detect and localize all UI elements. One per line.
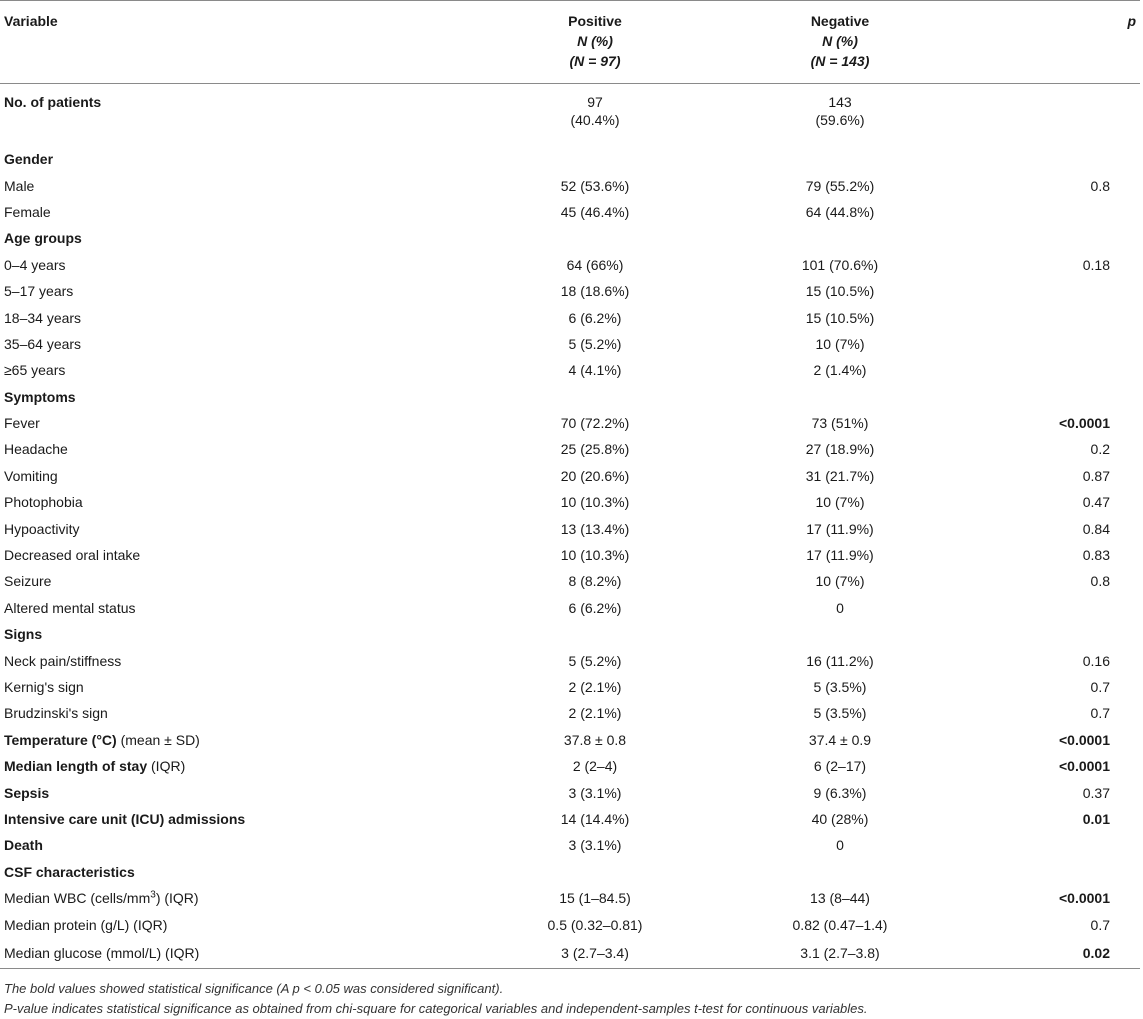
table-row: [0, 700, 1140, 726]
p-value: [960, 304, 1140, 330]
positive-value-line: 97: [587, 94, 603, 110]
negative-value-line: (59.6%): [815, 112, 865, 128]
row-label: [0, 410, 470, 436]
table-row: [0, 252, 1140, 278]
table-row: [0, 859, 1140, 885]
negative-value-line: 143: [828, 94, 852, 110]
row-label-suffix: ) (IQR): [155, 890, 199, 907]
p-value: 0.02: [960, 938, 1140, 969]
row-label: [0, 595, 470, 621]
positive-value: 2 (2.1%): [568, 679, 622, 695]
positive-value: 18 (18.6%): [560, 283, 630, 300]
row-label-text: Altered mental status: [4, 599, 136, 616]
negative-value: 16 (11.2%): [806, 652, 874, 669]
row-label-text: Neck pain/stiffness: [4, 652, 122, 669]
row-label: [0, 304, 470, 330]
negative-value: 10 (7%): [815, 573, 865, 590]
row-label: [0, 172, 470, 198]
p-value: 0.8: [1090, 573, 1110, 590]
positive-value: 14 (14.4%): [560, 810, 630, 827]
negative-value: 2 (1.4%): [813, 362, 867, 379]
p-value: [960, 331, 1140, 357]
negative-value: 31 (21.7%): [805, 467, 875, 484]
row-label: [0, 621, 470, 647]
p-value: [960, 84, 1140, 147]
table-row: [0, 938, 1140, 969]
negative-value: 79 (55.2%): [805, 177, 875, 194]
row-label-text: Gender: [4, 151, 54, 168]
positive-value: [470, 859, 720, 885]
table-row: [0, 84, 1140, 147]
table-row: [0, 727, 1140, 753]
row-label-text: ≥65 years: [4, 362, 66, 379]
row-label-text: Median protein (g/L) (IQR): [4, 916, 168, 933]
positive-value: 13 (13.4%): [560, 520, 630, 537]
table-row: [0, 674, 1140, 700]
negative-value: 73 (51%): [811, 415, 869, 432]
table-row: [0, 331, 1140, 357]
negative-value: 3.1 (2.7–3.8): [720, 938, 960, 969]
row-label: [0, 885, 470, 911]
positive-value: 3 (3.1%): [568, 784, 622, 801]
p-value: [960, 357, 1140, 383]
p-value: 0.16: [1082, 652, 1110, 669]
table-row: [0, 621, 1140, 647]
p-value: [960, 278, 1140, 304]
positive-value: 3 (2.7–3.4): [470, 938, 720, 969]
row-label: [0, 146, 470, 172]
positive-value: 5 (5.2%): [568, 652, 622, 669]
p-value: [960, 595, 1140, 621]
positive-value-line: (40.4%): [570, 112, 620, 128]
row-label: [0, 938, 470, 969]
header-positive: [470, 1, 720, 84]
p-value: [960, 859, 1140, 885]
row-label-text: Signs: [4, 626, 43, 643]
p-value: 0.18: [1082, 256, 1110, 273]
p-value: 0.2: [1090, 441, 1110, 458]
negative-value: 101 (70.6%): [801, 256, 879, 273]
row-label: [0, 252, 470, 278]
positive-value: 15 (1–84.5): [559, 890, 631, 907]
row-label-text: Median WBC (cells/mm: [4, 890, 151, 907]
row-label: [0, 331, 470, 357]
row-label: [0, 542, 470, 568]
positive-value: [470, 621, 720, 647]
table-row: [0, 410, 1140, 436]
row-label: [0, 384, 470, 410]
negative-value: 10 (7%): [815, 494, 865, 511]
row-label-superscript: 3: [150, 889, 156, 901]
positive-value: [470, 225, 720, 251]
row-label-text: Photophobia: [4, 494, 83, 511]
table-row: [0, 225, 1140, 251]
row-label: [0, 278, 470, 304]
row-label: [0, 727, 470, 753]
positive-value: 2 (2.1%): [568, 705, 622, 722]
positive-value: 6 (6.2%): [568, 309, 622, 326]
table-row: [0, 515, 1140, 541]
table-row: [0, 885, 1140, 911]
footnote-2: P-value indicates statistical significance as obtained from chi-square for categorical variables and independent-samples t-test for continuous variables.: [4, 1000, 868, 1016]
row-label-text: No. of patients: [4, 94, 102, 110]
positive-value: 52 (53.6%): [560, 177, 630, 194]
positive-value: 45 (46.4%): [560, 203, 630, 220]
header-negative-title: Negative: [810, 13, 870, 29]
negative-value: 17 (11.9%): [806, 520, 874, 537]
row-label-text: Median glucose (mmol/L) (IQR): [4, 944, 200, 961]
positive-value: [470, 146, 720, 172]
positive-value: 10 (10.3%): [560, 494, 630, 511]
negative-value: 17 (11.9%): [806, 547, 874, 564]
negative-value: 15 (10.5%): [805, 283, 875, 300]
negative-value: 0.82 (0.47–1.4): [792, 916, 888, 933]
row-label: [0, 463, 470, 489]
row-label-text: Hypoactivity: [4, 520, 80, 537]
p-value: 0.83: [1082, 547, 1110, 564]
positive-value: 4 (4.1%): [568, 362, 622, 379]
p-value: <0.0001: [1059, 890, 1110, 907]
header-positive-n: (N = 97): [569, 53, 621, 69]
row-label: [0, 489, 470, 515]
positive-value: 25 (25.8%): [560, 441, 630, 458]
p-value: <0.0001: [1059, 415, 1110, 432]
row-label-text: Brudzinski's sign: [4, 705, 108, 722]
footnote-1: The bold values showed statistical significance (A p < 0.05 was considered significant).: [4, 980, 504, 996]
negative-value: 40 (28%): [811, 810, 869, 827]
row-label-text: 0–4 years: [4, 256, 66, 273]
table-row: [0, 172, 1140, 198]
row-label: [0, 357, 470, 383]
p-value: [960, 832, 1140, 858]
positive-value: 37.8 ± 0.8: [563, 731, 627, 748]
header-negative-n: (N = 143): [810, 53, 870, 69]
row-label: [0, 911, 470, 937]
negative-value: 15 (10.5%): [805, 309, 875, 326]
row-label-text: Male: [4, 177, 35, 194]
negative-value: 0: [836, 837, 844, 854]
table-row: [0, 146, 1140, 172]
row-label-text: Intensive care unit (ICU) admissions: [4, 810, 246, 827]
negative-value: [720, 621, 960, 647]
row-label-text: Headache: [4, 441, 68, 458]
table-row: [0, 489, 1140, 515]
positive-value: 6 (6.2%): [568, 599, 622, 616]
table-row: [0, 304, 1140, 330]
negative-value: 5 (3.5%): [813, 679, 867, 695]
row-label: [0, 700, 470, 726]
negative-value: 64 (44.8%): [805, 203, 875, 220]
p-value: [960, 199, 1140, 225]
p-value: 0.87: [1082, 467, 1110, 484]
table-row: [0, 832, 1140, 858]
table-row: [0, 568, 1140, 594]
p-value: 0.84: [1082, 520, 1110, 537]
row-label-text: Death: [4, 837, 43, 854]
positive-value: 5 (5.2%): [568, 335, 622, 352]
row-label-text: CSF characteristics: [4, 863, 135, 880]
positive-value: 64 (66%): [566, 256, 624, 273]
p-value: [960, 621, 1140, 647]
negative-value: [720, 84, 960, 147]
row-label: [0, 568, 470, 594]
negative-value: 6 (2–17): [813, 758, 867, 775]
row-label-text: 18–34 years: [4, 309, 82, 326]
positive-value: [470, 384, 720, 410]
table-row: [0, 595, 1140, 621]
table-row: [0, 806, 1140, 832]
row-label: [0, 806, 470, 832]
row-label: [0, 859, 470, 885]
table-row: [0, 357, 1140, 383]
row-label-text: 5–17 years: [4, 283, 74, 300]
negative-value: 10 (7%): [815, 335, 865, 352]
positive-value: 8 (8.2%): [568, 573, 622, 590]
header-negative-unit: N (%): [822, 33, 858, 49]
row-label-text: Decreased oral intake: [4, 547, 141, 564]
row-label-suffix: (IQR): [147, 758, 186, 775]
table-footnotes: [0, 969, 1143, 1019]
row-label-text: Sepsis: [4, 784, 50, 801]
positive-value: 3 (3.1%): [568, 837, 622, 854]
table-row: [0, 647, 1140, 673]
negative-value: 9 (6.3%): [813, 784, 867, 801]
table-row: [0, 199, 1140, 225]
negative-value: 37.4 ± 0.9: [808, 731, 872, 748]
row-label: [0, 84, 470, 147]
table-row: [0, 436, 1140, 462]
negative-value: 13 (8–44): [810, 890, 870, 907]
table-row: [0, 384, 1140, 410]
p-value: <0.0001: [1059, 758, 1110, 775]
p-value: [960, 146, 1140, 172]
negative-value: 0: [836, 599, 844, 616]
row-label-text: Symptoms: [4, 388, 76, 405]
row-label: [0, 753, 470, 779]
p-value: 0.01: [1082, 810, 1110, 827]
table-row: [0, 463, 1140, 489]
row-label: [0, 515, 470, 541]
table-row: [0, 542, 1140, 568]
row-label: [0, 674, 470, 700]
row-label-text: Fever: [4, 415, 40, 432]
row-label-text: Kernig's sign: [4, 679, 84, 695]
negative-value: 27 (18.9%): [805, 441, 875, 458]
positive-value: 10 (10.3%): [560, 547, 630, 564]
table-row: [0, 278, 1140, 304]
table-header-row: [0, 1, 1140, 84]
p-value: 0.37: [1082, 784, 1110, 801]
row-label: [0, 779, 470, 805]
row-label-text: Age groups: [4, 230, 82, 247]
p-value: <0.0001: [1059, 731, 1110, 748]
positive-value: 0.5 (0.32–0.81): [547, 916, 643, 933]
row-label-text: Median length of stay: [4, 758, 148, 775]
row-label: [0, 225, 470, 251]
negative-value: [720, 225, 960, 251]
row-label-suffix: (mean ± SD): [116, 731, 200, 748]
negative-value: [720, 146, 960, 172]
p-value: [960, 225, 1140, 251]
header-negative: [720, 1, 960, 84]
header-p: p: [960, 1, 1140, 84]
table-row: [0, 753, 1140, 779]
row-label-text: Vomiting: [4, 467, 58, 484]
positive-value: 2 (2–4): [572, 758, 618, 775]
table-row: [0, 779, 1140, 805]
header-positive-title: Positive: [568, 13, 622, 29]
row-label: [0, 199, 470, 225]
row-label-text: Seizure: [4, 573, 52, 590]
header-variable: Variable: [0, 1, 470, 84]
p-value: 0.8: [1090, 177, 1110, 194]
positive-value: [470, 84, 720, 147]
table-body: [0, 84, 1140, 969]
table-row: [0, 911, 1140, 937]
header-positive-unit: N (%): [577, 33, 613, 49]
row-label-text: 35–64 years: [4, 335, 82, 352]
p-value: [960, 384, 1140, 410]
p-value: 0.47: [1082, 494, 1110, 511]
p-value: 0.7: [1090, 705, 1110, 722]
negative-value: 5 (3.5%): [813, 705, 867, 722]
row-label: [0, 647, 470, 673]
row-label-text: Temperature (°C): [4, 731, 117, 748]
p-value: 0.7: [1090, 679, 1110, 695]
positive-value: 70 (72.2%): [560, 415, 630, 432]
negative-value: [720, 384, 960, 410]
positive-value: 20 (20.6%): [560, 467, 630, 484]
row-label: [0, 832, 470, 858]
negative-value: [720, 859, 960, 885]
row-label: [0, 436, 470, 462]
row-label-text: Female: [4, 203, 51, 220]
p-value: 0.7: [1090, 916, 1110, 933]
